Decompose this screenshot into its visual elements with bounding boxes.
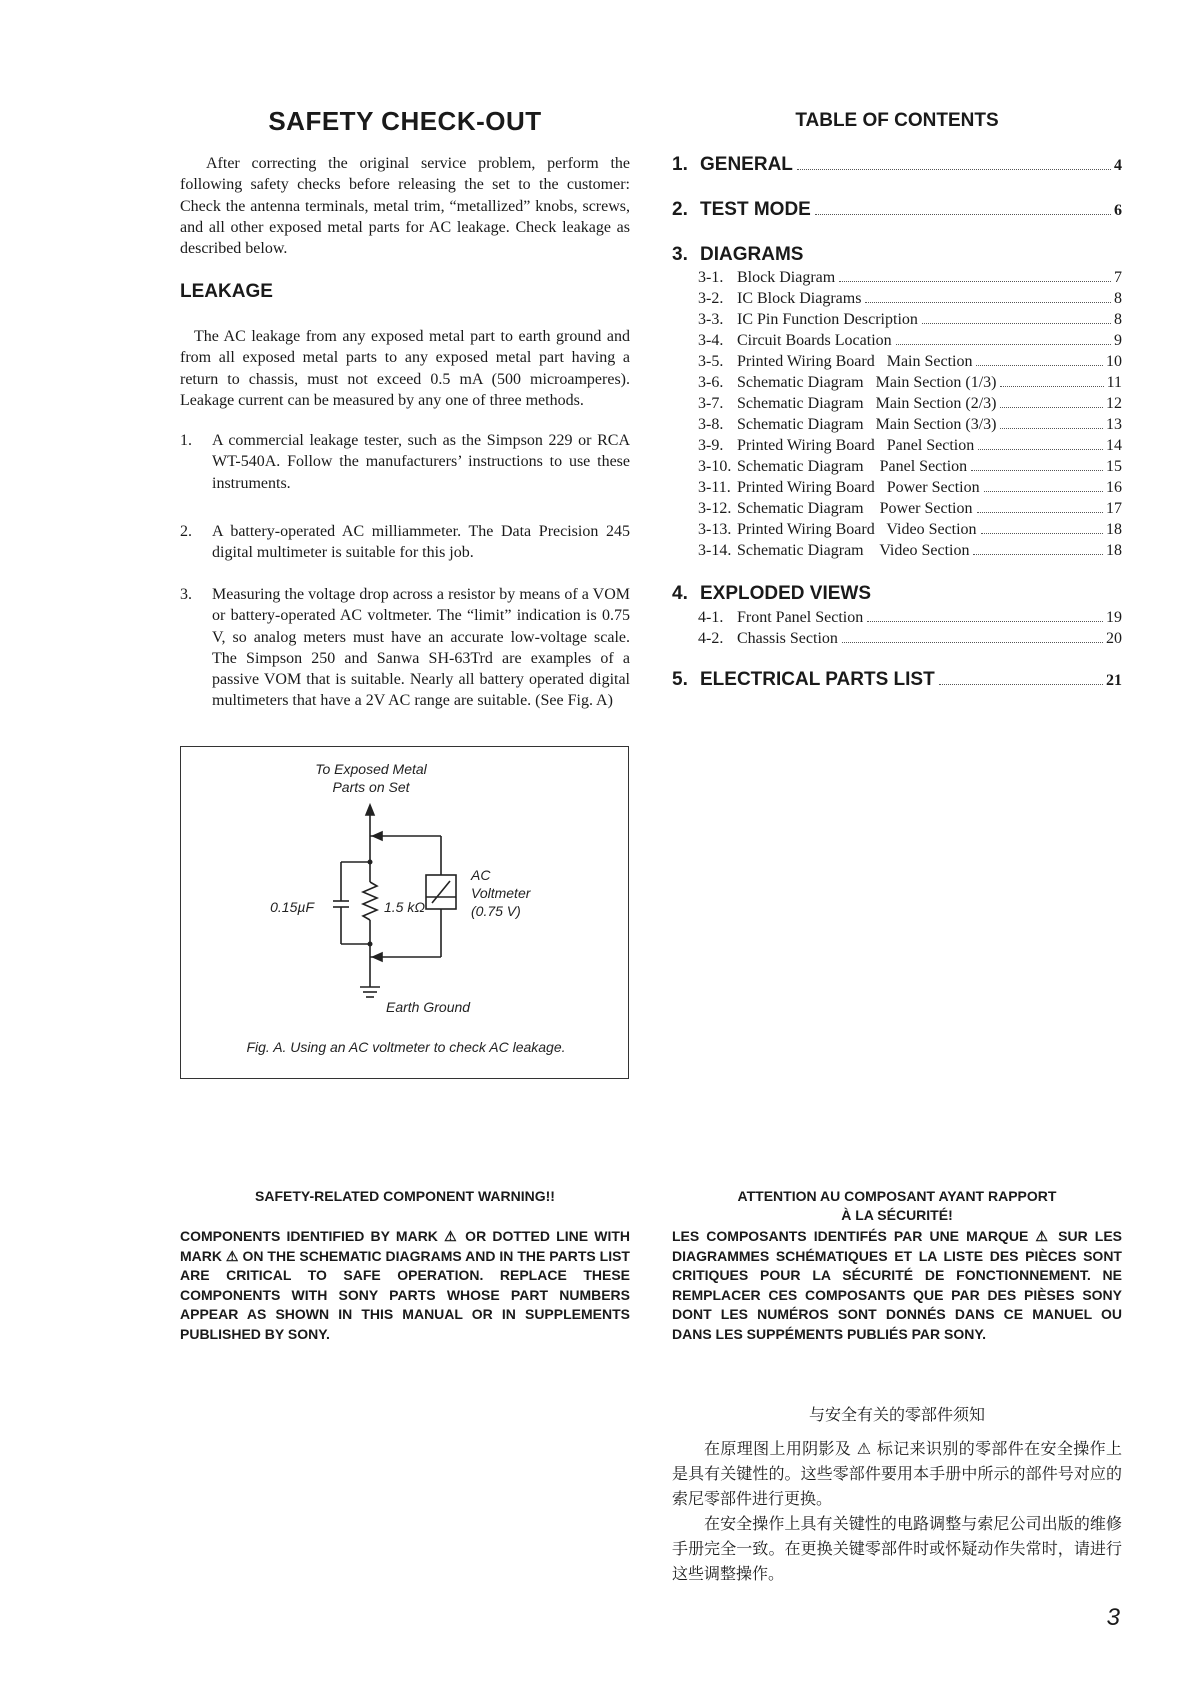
toc-sub-label: Schematic Diagram Main Section (3/3) — [737, 416, 997, 433]
toc-sub-label: Printed Wiring Board Power Section — [737, 479, 980, 496]
toc-sub-number: 3-14. — [698, 542, 732, 559]
toc-sub-page: 7 — [1114, 269, 1122, 286]
toc-sub-number: 3-9. — [698, 437, 724, 454]
toc-label: DIAGRAMS — [700, 244, 804, 265]
toc-page: 21 — [1106, 672, 1122, 689]
toc-sub-label: Schematic Diagram Panel Section — [737, 458, 968, 475]
toc-sub-number: 3-13. — [698, 521, 732, 538]
method-text: A commercial leakage tester, such as the Simpson 229 or RCA WT-540A. Follow the manufacturers’ instructions to use these instruments. — [212, 432, 630, 492]
arrow-left-icon — [373, 832, 382, 840]
toc-section-exploded-views — [672, 583, 871, 605]
toc-sub-number: 3-10. — [698, 458, 732, 475]
warning-fr-title — [672, 1187, 1122, 1225]
toc-sub-page: 11 — [1106, 374, 1122, 391]
toc-sub-page: 17 — [1106, 500, 1122, 517]
label-exposed-metal: To Exposed Metal — [315, 761, 427, 777]
toc-leader-dots — [867, 621, 1103, 622]
toc-sub-number: 3-4. — [698, 332, 724, 349]
warning-zh-paragraph-1: 在原理图上用阴影及 ⚠ 标记来识别的零部件在安全操作上是具有关键性的。这些零部件要用本手册中所示的部件号对应的索尼零部件进行更换。 — [672, 1439, 1122, 1508]
figure-a-box — [180, 746, 629, 1079]
toc-sub-label: IC Pin Function Description — [737, 311, 918, 328]
page-number: 3 — [1106, 1604, 1120, 1631]
toc-subentry[interactable] — [698, 353, 1122, 371]
toc-leader-dots — [973, 554, 1103, 555]
arrow-up-icon — [366, 805, 374, 815]
resistor-label: 1.5 kΩ — [384, 899, 426, 915]
toc-sub-page: 20 — [1106, 630, 1122, 647]
toc-entry-general[interactable] — [672, 154, 1122, 176]
toc-sub-page: 19 — [1106, 609, 1122, 626]
toc-leader-dots — [976, 365, 1103, 366]
toc-leader-dots — [1000, 407, 1103, 408]
toc-sub-number: 3-11. — [698, 479, 731, 496]
toc-sub-label: Printed Wiring Board Main Section — [737, 353, 973, 370]
method-number: 2. — [180, 523, 192, 540]
toc-subentry[interactable] — [698, 290, 1122, 308]
toc-number: 5. — [672, 669, 688, 690]
toc-sub-number: 3-1. — [698, 269, 724, 286]
toc-page: 6 — [1114, 202, 1122, 219]
toc-leader-dots — [984, 491, 1103, 492]
toc-leader-dots — [939, 684, 1103, 685]
toc-label: EXPLODED VIEWS — [700, 583, 872, 604]
toc-subentry[interactable] — [698, 609, 1122, 627]
intro-paragraph: After correcting the original service problem, perform the following safety checks before releasing the set to the customer: Check the antenna terminals, metal trim, “metallized” knobs, screws, and all other exposed metal parts for AC leakage. Check leakage as described below. — [180, 155, 630, 258]
toc-entry-test-mode[interactable] — [672, 199, 1122, 221]
toc-subentry[interactable] — [698, 500, 1122, 518]
toc-subentry[interactable] — [698, 311, 1122, 329]
toc-subentry[interactable] — [698, 630, 1122, 648]
toc-leader-dots — [865, 302, 1111, 303]
figure-caption: Fig. A. Using an AC voltmeter to check AC leakage. — [246, 1039, 566, 1055]
toc-leader-dots — [842, 642, 1103, 643]
toc-sub-label: Printed Wiring Board Panel Section — [737, 437, 975, 454]
method-text: Measuring the voltage drop across a resistor by means of a VOM or battery-operated AC voltmeter. The “limit” indication is 0.75 V, so analog meters must have an accurate low-voltage scale. The Simpson 250 and Sanwa SH-63Trd are examples of a passive VOM that is suitable. Nearly all battery operated digital multimeters that have a 2V AC range are suitable. (See Fig. A) — [212, 586, 630, 710]
toc-sub-number: 3-2. — [698, 290, 724, 307]
toc-number: 3. — [672, 244, 688, 265]
toc-sub-label: Front Panel Section — [737, 609, 864, 626]
toc-leader-dots — [1000, 428, 1103, 429]
leakage-paragraph: The AC leakage from any exposed metal part to earth ground and from all exposed metal parts to any exposed metal part having a return to chassis, must not exceed 0.5 mA (500 microamperes). Leakage current can be measured by any one of three methods. — [180, 328, 630, 409]
toc-page: 4 — [1114, 157, 1122, 174]
method-number: 3. — [180, 586, 192, 603]
method-item-2 — [180, 521, 630, 564]
toc-sub-page: 9 — [1114, 332, 1122, 349]
toc-sub-label: Printed Wiring Board Video Section — [737, 521, 977, 538]
toc-sub-label: Schematic Diagram Power Section — [737, 500, 973, 517]
warning-en-body: COMPONENTS IDENTIFIED BY MARK ⚠ OR DOTTED LINE WITH MARK ⚠ ON THE SCHEMATIC DIAGRAMS AND IN THE PARTS LIST ARE CRITICAL TO SAFE OPERATION. REPLACE THESE COMPONENTS WITH SONY PARTS WHOSE PART NUMBERS APPEAR AS SHOWN IN THIS MANUAL OR IN SUPPLEMENTS PUBLISHED BY SONY. — [180, 1228, 630, 1342]
toc-sub-label: IC Block Diagrams — [737, 290, 862, 307]
toc-subentry[interactable] — [698, 269, 1122, 287]
earth-ground-label: Earth Ground — [386, 999, 471, 1015]
method-number: 1. — [180, 432, 192, 449]
toc-sub-page: 15 — [1106, 458, 1122, 475]
toc-sub-page: 16 — [1106, 479, 1122, 496]
toc-leader-dots — [839, 281, 1111, 282]
toc-leader-dots — [896, 344, 1111, 345]
toc-subentry[interactable] — [698, 437, 1122, 455]
toc-number: 2. — [672, 199, 688, 220]
toc-sub-label: Circuit Boards Location — [737, 332, 892, 349]
meter-label-ac: AC — [471, 867, 491, 883]
toc-sub-page: 10 — [1106, 353, 1122, 370]
toc-label: TEST MODE — [700, 199, 811, 220]
method-text: A battery-operated AC milliammeter. The Data Precision 245 digital multimeter is suitable for this job. — [212, 523, 630, 562]
toc-subentry[interactable] — [698, 374, 1122, 392]
toc-sub-number: 3-5. — [698, 353, 724, 370]
meter-label-voltmeter: Voltmeter — [471, 885, 531, 901]
warning-zh-title: 与安全有关的零部件须知 — [808, 1405, 985, 1424]
toc-sub-page: 18 — [1106, 542, 1122, 559]
toc-subentry[interactable] — [698, 542, 1122, 560]
toc-sub-label: Schematic Diagram Main Section (1/3) — [737, 374, 997, 391]
toc-subentry[interactable] — [698, 332, 1122, 350]
toc-subentry[interactable] — [698, 416, 1122, 434]
toc-leader-dots — [977, 512, 1104, 513]
toc-sub-page: 8 — [1114, 290, 1122, 307]
toc-label: GENERAL — [700, 154, 793, 175]
toc-entry-electrical-parts-list[interactable] — [672, 669, 1122, 691]
toc-sub-page: 18 — [1106, 521, 1122, 538]
toc-sub-label: Block Diagram — [737, 269, 836, 286]
toc-number: 1. — [672, 154, 688, 175]
arrow-left-lower-icon — [373, 953, 382, 961]
warning-zh-paragraph-2: 在安全操作上具有关键性的电路调整与索尼公司出版的维修手册完全一致。在更换关键零部件时或怀疑动作失常时，请进行这些调整操作。 — [672, 1514, 1122, 1583]
leakage-heading: LEAKAGE — [180, 281, 273, 302]
toc-leader-dots — [1000, 386, 1103, 387]
toc-sub-number: 3-8. — [698, 416, 724, 433]
toc-leader-dots — [971, 470, 1103, 471]
toc-sub-label: Schematic Diagram Main Section (2/3) — [737, 395, 997, 412]
toc-sub-number: 3-7. — [698, 395, 724, 412]
toc-sub-number: 3-6. — [698, 374, 724, 391]
toc-leader-dots — [922, 323, 1111, 324]
toc-sub-number: 4-1. — [698, 609, 724, 626]
toc-sub-number: 3-12. — [698, 500, 732, 517]
toc-leader-dots — [978, 449, 1103, 450]
junction-dot-top — [368, 860, 373, 865]
warning-fr-title-line2: À LA SÉCURITÉ! — [841, 1207, 953, 1223]
voltmeter-needle — [432, 881, 450, 903]
toc-leader-dots — [981, 533, 1103, 534]
capacitor-label: 0.15µF — [270, 899, 314, 915]
toc-sub-page: 13 — [1106, 416, 1122, 433]
toc-sub-number: 4-2. — [698, 630, 724, 647]
toc-sub-label: Schematic Diagram Video Section — [737, 542, 970, 559]
toc-subentry[interactable] — [698, 521, 1122, 539]
warning-en-title: SAFETY-RELATED COMPONENT WARNING!! — [255, 1188, 555, 1204]
toc-sub-number: 3-3. — [698, 311, 724, 328]
leakage-circuit-diagram — [181, 747, 630, 1080]
toc-subentry[interactable] — [698, 479, 1122, 497]
toc-title: TABLE OF CONTENTS — [795, 110, 999, 131]
page-title: SAFETY CHECK-OUT — [268, 106, 542, 136]
label-parts-on-set: Parts on Set — [332, 779, 410, 795]
toc-number: 4. — [672, 583, 688, 604]
toc-sub-page: 14 — [1106, 437, 1122, 454]
warning-fr-title-line1: ATTENTION AU COMPOSANT AYANT RAPPORT — [737, 1188, 1057, 1204]
warning-fr-body: LES COMPOSANTS IDENTIFÉS PAR UNE MARQUE ⚠ SUR LES DIAGRAMMES SCHÉMATIQUES ET LA LISTE DES PIÈCES SONT CRITIQUES POUR LA SÉCURITÉ DE FONCTIONNEMENT. NE REMPLACER CES COMPOSANTS QUE PAR DES PIÈSES SONY DONT LES NUMÉROS SONT DONNÉS DANS CE MANUEL OU DANS LES SUPPÉMENTS PUBLIÉS PAR SONY. — [672, 1228, 1122, 1342]
toc-subentry[interactable] — [698, 458, 1122, 476]
toc-sub-label: Chassis Section — [737, 630, 838, 647]
meter-label-range: (0.75 V) — [471, 903, 521, 919]
toc-leader-dots — [797, 169, 1111, 170]
toc-label: ELECTRICAL PARTS LIST — [700, 669, 935, 690]
method-item-1 — [180, 430, 630, 494]
toc-section-diagrams — [672, 244, 803, 266]
toc-leader-dots — [815, 214, 1111, 215]
toc-sub-page: 8 — [1114, 311, 1122, 328]
junction-dot-bottom — [368, 942, 373, 947]
resistor-zigzag — [363, 882, 377, 920]
toc-subentry[interactable] — [698, 395, 1122, 413]
method-item-3 — [180, 584, 630, 712]
toc-sub-page: 12 — [1106, 395, 1122, 412]
